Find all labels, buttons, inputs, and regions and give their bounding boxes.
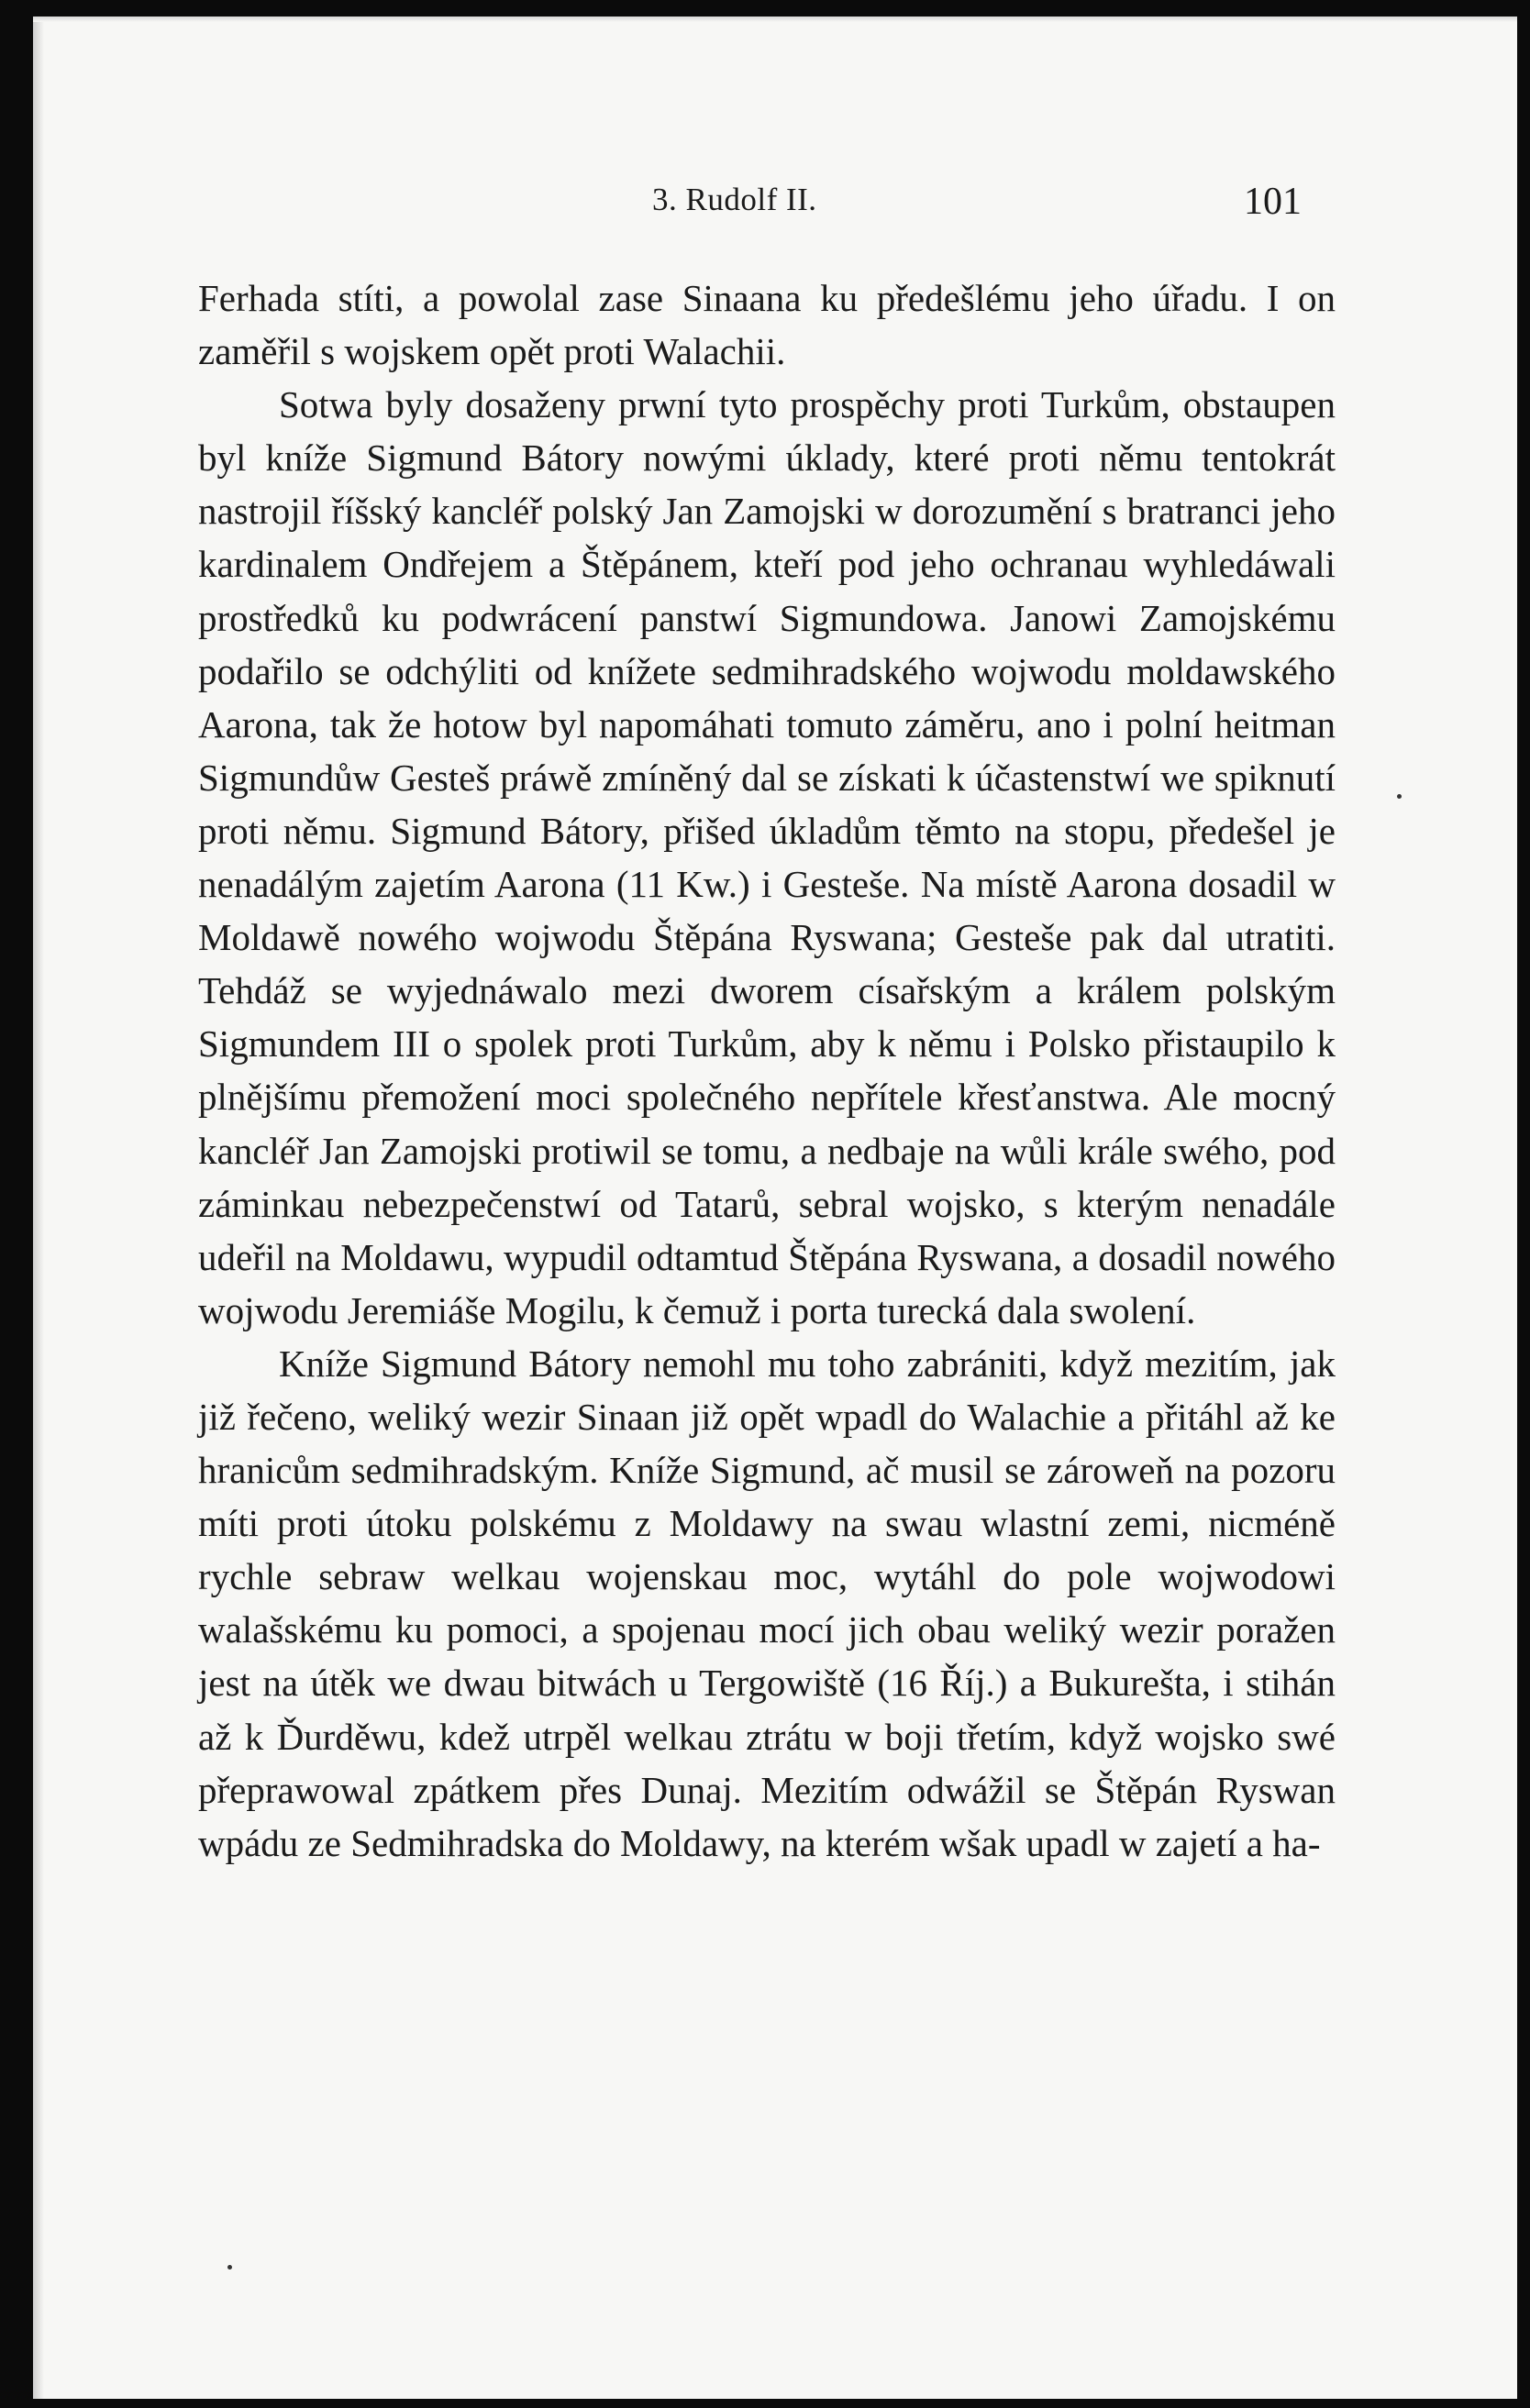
running-head: 3. Rudolf II. — [652, 182, 817, 217]
body-text — [198, 271, 1336, 1870]
page-left-edge-shadow — [33, 17, 44, 2399]
page-top-edge — [33, 17, 1517, 22]
book-page — [33, 17, 1517, 2399]
paragraph-3: Kníže Sigmund Bátory nemohl mu toho zabrániti, když mezitím, jak již řečeno, weliký wezir Sinaan již opět wpadl do Walachie a přitáhl až ke hranicům sedmihradským. Kníže Sigmund, ač musil se zároweň na pozoru míti proti útoku polskému z Moldawy na swau wlastní zemi, nicméně rychle sebraw welkau wojenskau moc, wytáhl do pole wojwodowi walašskému ku pomoci, a spojenau mocí jich obau weliký wezir poražen jest na útěk we dwau bitwách u Tergowiště (16 Říj.) a Bukurešta, i stihán až k Ďurděwu, kdež utrpěl welkau ztrátu w boji třetím, když wojsko swé přeprawowal zpátkem přes Dunaj. Mezitím odwážil se Štěpán Ryswan wpádu ze Sedmihradska do Moldawy, na kterém wšak upadl w zajetí a ha- — [198, 1342, 1336, 1864]
page-header — [33, 174, 1517, 229]
paragraph-2: Sotwa byly dosaženy prwní tyto prospěchy proti Turkům, obstaupen byl kníže Sigmund Bátory nowými úklady, které proti němu tentokrát nastrojil říšský kancléř polský Jan Zamojski w dorozumění s bratranci jeho kardinalem Ondřejem a Štěpánem, kteří pod jeho ochranau wyhledáwali prostředků ku podwrácení panstwí Sigmundowa. Janowi Zamojskému podařilo se odchýliti od knížete sedmihradského wojwodu moldawského Aarona, tak že hotow byl napomáhati tomuto záměru, ano i polní heitman Sigmundůw Gesteš práwě zmíněný dal se získati k účastenstwí we spiknutí proti němu. Sigmund Bátory, přišed úkladům těmto na stopu, předešel je nenadálým zajetím Aarona (11 Kw.) i Gesteše. Na místě Aarona dosadil w Moldawě nowého wojwodu Štěpána Ryswana; Gesteše pak dal utratiti. Tehdáž se wyjednáwalo mezi dworem císařským a králem polským Sigmundem III o spolek proti Turkům, aby k němu i Polsko přistaupilo k plnějšímu přemožení moci společného nepřítele křesťanstwa. Ale mocný kancléř Jan Zamojski protiwil se tomu, a nedbaje na wůli krále swého, pod záminkau nebezpečenstwí od Tatarů, sebral wojsko, s kterým nenadále udeřil na Moldawu, wypudil odtamtud Štěpána Ryswana, a dosadil nowého wojwodu Jeremiáše Mogilu, k čemuž i porta turecká dala swolení. — [198, 383, 1336, 1331]
paragraph-1: Ferhada stíti, a powolal zase Sinaana ku předešlému jeho úřadu. I on zaměřil s wojskem opět proti Walachii. — [198, 277, 1336, 373]
paper-speck — [227, 2265, 232, 2270]
paper-speck — [1397, 794, 1402, 799]
page-number: 101 — [1244, 181, 1302, 223]
